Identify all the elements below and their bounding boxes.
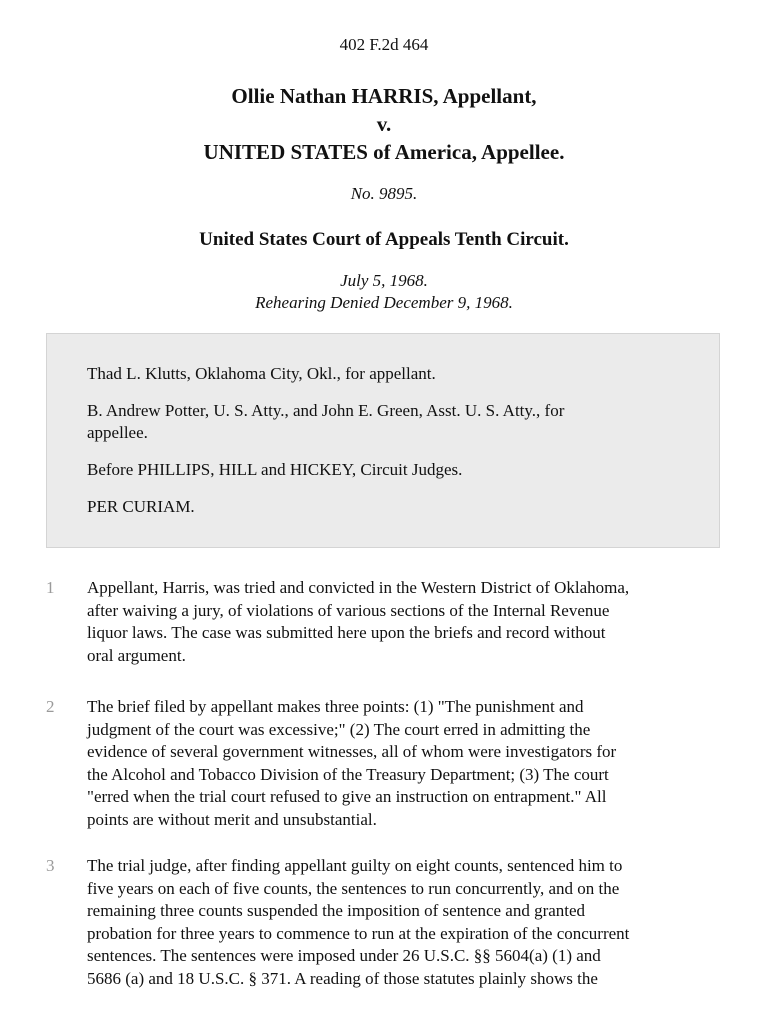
panel-judges: Before PHILLIPS, HILL and HICKEY, Circuit Judges.: [87, 460, 463, 479]
paragraph-line: five years on each of five counts, the sentences to run concurrently, and on the: [87, 878, 620, 898]
paragraph-line: liquor laws. The case was submitted here upon the briefs and record without: [87, 623, 606, 642]
court-name: United States Court of Appeals Tenth Circuit.: [199, 229, 569, 250]
paragraph-line: probation for three years to commence to run at the expiration of the concurrent: [87, 923, 630, 943]
caption-appellee: UNITED STATES of America, Appellee.: [203, 140, 565, 164]
paragraph-line: The brief filed by appellant makes three points: (1) "The punishment and: [87, 697, 584, 716]
paragraph-line: Appellant, Harris, was tried and convicted in the Western District of Oklahoma,: [87, 578, 630, 597]
case-citation: 402 F.2d 464: [339, 35, 429, 54]
appellant-counsel: Thad L. Klutts, Oklahoma City, Okl., for appellant.: [87, 364, 436, 383]
appellee-counsel: [87, 400, 679, 444]
paragraph-line: judgment of the court was excessive;" (2) The court erred in admitting the: [87, 719, 591, 739]
paragraph-line: The trial judge, after finding appellant guilty on eight counts, sentenced him to: [87, 856, 623, 875]
paragraph-text: [87, 696, 727, 831]
rehearing-date: Rehearing Denied December 9, 1968.: [255, 293, 513, 312]
decided-date: July 5, 1968.: [340, 271, 428, 290]
per-curiam: PER CURIAM.: [87, 497, 195, 516]
paragraph-line: "erred when the trial court refused to give an instruction on entrapment." All: [87, 787, 607, 806]
paragraph-text: [87, 577, 727, 667]
appellee-counsel-line: appellee.: [87, 423, 148, 442]
paragraph-line: points are without merit and unsubstantial.: [87, 809, 377, 829]
caption-appellant: Ollie Nathan HARRIS, Appellant,: [231, 84, 537, 108]
paragraph-line: remaining three counts suspended the imposition of sentence and granted: [87, 901, 586, 920]
caption-versus: v.: [376, 112, 392, 136]
paragraph-line: after waiving a jury, of violations of various sections of the Internal Revenue: [87, 600, 610, 620]
decision-dates: [0, 270, 768, 314]
paragraph-line: oral argument.: [87, 645, 186, 665]
docket-number: No. 9895.: [350, 184, 418, 203]
paragraph-text: [87, 855, 727, 990]
case-caption: [0, 82, 768, 166]
paragraph-line: the Alcohol and Tobacco Division of the Treasury Department; (3) The court: [87, 764, 609, 784]
paragraph-line: 5686 (a) and 18 U.S.C. § 371. A reading of those statutes plainly shows the: [87, 968, 598, 988]
paragraph-line: evidence of several government witnesses, all of whom were investigators for: [87, 742, 617, 761]
counsel-box: [46, 333, 720, 548]
appellee-counsel-line: B. Andrew Potter, U. S. Atty., and John E. Green, Asst. U. S. Atty., for: [87, 401, 565, 420]
paragraph-number: 1: [46, 578, 55, 597]
paragraph-number: 2: [46, 697, 55, 716]
paragraph-number: 3: [46, 856, 55, 875]
paragraph-line: sentences. The sentences were imposed under 26 U.S.C. §§ 5604(a) (1) and: [87, 946, 601, 965]
